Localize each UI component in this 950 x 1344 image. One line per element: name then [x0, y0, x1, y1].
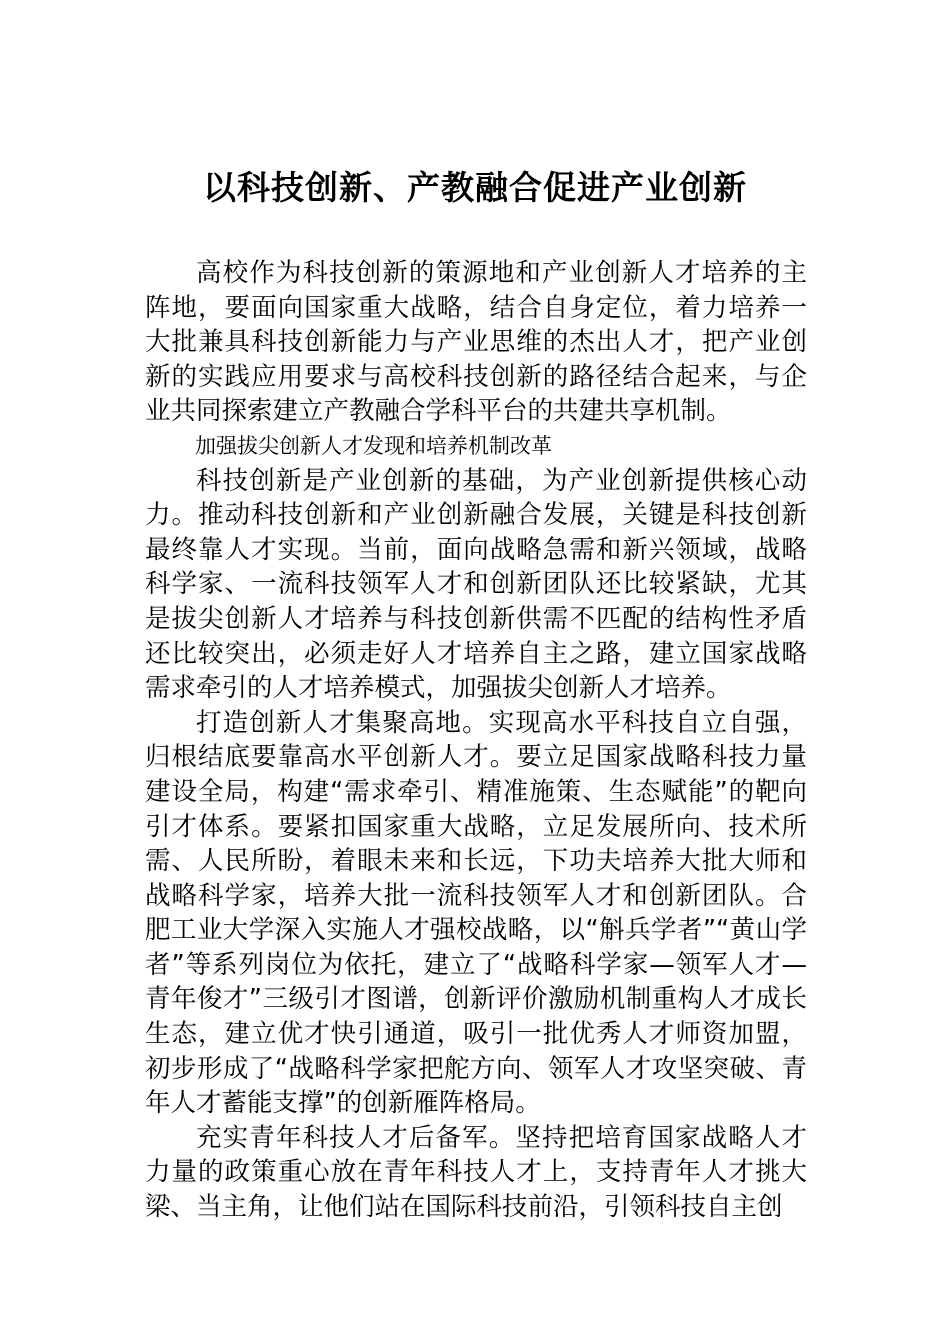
document-body: [145, 256, 807, 1225]
section-heading: 加强拔尖创新人才发现和培养机制改革: [195, 433, 552, 458]
intro-paragraph: 高校作为科技创新的策源地和产业创新人才培养的主阵地，要面向国家重大战略，结合自身定位，着力培养一大批兼具科技创新能力与产业思维的杰出人才，把产业创新的实践应用要求与高校科技创新的路径结合起来，与企业共同探索建立产教融合学科平台的共建共享机制。: [145, 258, 807, 427]
body-paragraph-1: 科技创新是产业创新的基础，为产业创新提供核心动力。推动科技创新和产业创新融合发展，关键是科技创新最终靠人才实现。当前，面向战略急需和新兴领域，战略科学家、一流科技领军人才和创新团队还比较紧缺，尤其是拔尖创新人才培养与科技创新供需不匹配的结构性矛盾还比较突出，必须走好人才培养自主之路，建立国家战略需求牵引的人才培养模式，加强拔尖创新人才培养。: [145, 465, 807, 704]
body-paragraph-3: 充实青年科技人才后备军。坚持把培育国家战略人才力量的政策重心放在青年科技人才上，支持青年人才挑大梁、当主角，让他们站在国际科技前沿，引领科技自主创: [145, 1122, 807, 1223]
body-paragraph-2: 打造创新人才集聚高地。实现高水平科技自立自强，归根结底要靠高水平创新人才。要立足国家战略科技力量建设全局，构建“需求牵引、精准施策、生态赋能”的靶向引才体系。要紧扣国家重大战略，立足发展所向、技术所需、人民所盼，着眼未来和长远，下功夫培养大批大师和战略科学家，培养大批一流科技领军人才和创新团队。合肥工业大学深入实施人才强校战略，以“斛兵学者”“黄山学者”等系列岗位为依托，建立了“战略科学家—领军人才—青年俊才”三级引才图谱，创新评价激励机制重构人才成长生态，建立优才快引通道，吸引一批优秀人才师资加盟，初步形成了“战略科学家把舵方向、领军人才攻坚突破、青年人才蓄能支撑”的创新雁阵格局。: [145, 707, 807, 1119]
document-title: 以科技创新、产教融合促进产业创新: [203, 168, 747, 207]
